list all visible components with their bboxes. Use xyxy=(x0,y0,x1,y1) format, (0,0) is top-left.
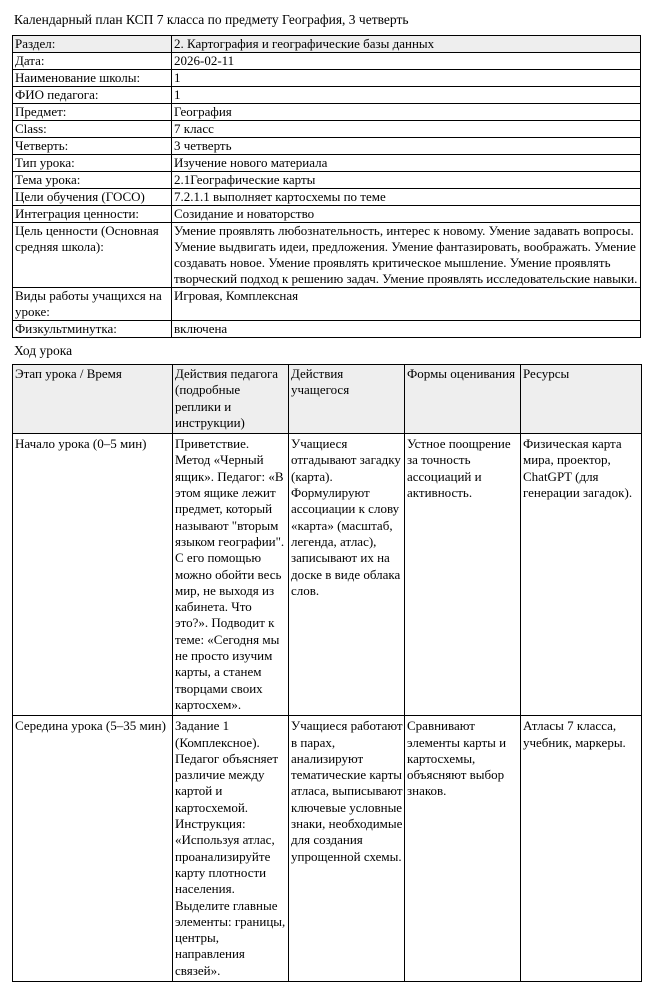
info-row xyxy=(13,189,641,206)
info-row xyxy=(13,104,641,121)
info-value: Созидание и новаторство xyxy=(172,206,641,223)
info-label: Class: xyxy=(13,121,172,138)
info-row xyxy=(13,70,641,87)
lesson-row xyxy=(13,434,642,716)
info-row xyxy=(13,321,641,338)
stage-cell: Начало урока (0–5 мин) xyxy=(13,434,173,716)
lesson-flow-table xyxy=(12,364,642,982)
info-row xyxy=(13,288,641,321)
info-label: Дата: xyxy=(13,53,172,70)
info-value: включена xyxy=(172,321,641,338)
info-row xyxy=(13,172,641,189)
info-label: Предмет: xyxy=(13,104,172,121)
info-label: Раздел: xyxy=(13,36,172,53)
lesson-info-table xyxy=(12,35,641,338)
info-row xyxy=(13,121,641,138)
lesson-progress-label: Ход урока xyxy=(14,343,73,358)
info-value: Игровая, Комплексная xyxy=(172,288,641,321)
info-value: 1 xyxy=(172,70,641,87)
student-actions-cell: Учащиеся работают в парах, анализируют тематические карты атласа, выписывают ключевые условные знаки, необходимые для создания упрощенной схемы. xyxy=(289,716,405,982)
info-label: Цель ценности (Основная средняя школа): xyxy=(13,223,172,288)
info-value: Изучение нового материала xyxy=(172,155,641,172)
info-row xyxy=(13,87,641,104)
assessment-cell: Устное поощрение за точность ассоциаций и активность. xyxy=(405,434,521,716)
document-title: Календарный план КСП 7 класса по предмету География, 3 четверть xyxy=(14,12,409,27)
header-teacher-actions: Действия педагога (подробные реплики и инструкции) xyxy=(173,365,289,434)
info-value: География xyxy=(172,104,641,121)
stage-cell: Середина урока (5–35 мин) xyxy=(13,716,173,982)
info-value: Умение проявлять любознательность, интерес к новому. Умение задавать вопросы. Умение выдвигать идеи, предложения. Умение фантазировать, воображать. Умение создавать новое. Умение проявлять критическое мышление. Умение проявлять творческий подход к решению задач. Умение проявлять исследовательские навыки. xyxy=(172,223,641,288)
resources-cell: Атласы 7 класса, учебник, маркеры. xyxy=(521,716,642,982)
assessment-cell: Сравнивают элементы карты и картосхемы, объясняют выбор знаков. xyxy=(405,716,521,982)
header-assessment: Формы оценивания xyxy=(405,365,521,434)
info-label: Тип урока: xyxy=(13,155,172,172)
info-label: Наименование школы: xyxy=(13,70,172,87)
info-value: 2026-02-11 xyxy=(172,53,641,70)
header-stage: Этап урока / Время xyxy=(13,365,173,434)
header-student-actions: Действия учащегося xyxy=(289,365,405,434)
teacher-actions-cell: Задание 1 (Комплексное). Педагог объясняет различие между картой и картосхемой. Инструкция: «Используя атлас, проанализируйте карту плотности населения. Выделите главные элементы: границы, центры, направления связей». xyxy=(173,716,289,982)
teacher-actions-cell: Приветствие. Метод «Черный ящик». Педагог: «В этом ящике лежит предмет, который называют "вторым языком географии". С его помощью можно обойти весь мир, не выходя из кабинета. Что это?». Подводит к теме: «Сегодня мы не просто изучим карты, а станем творцами своих картосхем». xyxy=(173,434,289,716)
info-label: Тема урока: xyxy=(13,172,172,189)
info-row xyxy=(13,36,641,53)
info-value: 2. Картография и географические базы данных xyxy=(172,36,641,53)
info-label: Цели обучения (ГОСО) xyxy=(13,189,172,206)
info-row xyxy=(13,223,641,288)
lesson-row xyxy=(13,716,642,982)
info-label: Физкультминутка: xyxy=(13,321,172,338)
info-label: Четверть: xyxy=(13,138,172,155)
info-value: 1 xyxy=(172,87,641,104)
info-row xyxy=(13,206,641,223)
info-label: Виды работы учащихся на уроке: xyxy=(13,288,172,321)
info-row xyxy=(13,138,641,155)
info-value: 2.1Географические карты xyxy=(172,172,641,189)
lesson-header-row xyxy=(13,365,642,434)
resources-cell: Физическая карта мира, проектор, ChatGPT (для генерации загадок). xyxy=(521,434,642,716)
info-value: 7 класс xyxy=(172,121,641,138)
info-row xyxy=(13,155,641,172)
info-value: 3 четверть xyxy=(172,138,641,155)
info-label: Интеграция ценности: xyxy=(13,206,172,223)
info-label: ФИО педагога: xyxy=(13,87,172,104)
student-actions-cell: Учащиеся отгадывают загадку (карта). Формулируют ассоциации к слову «карта» (масштаб, легенда, атлас), записывают их на доске в виде облака слов. xyxy=(289,434,405,716)
info-row xyxy=(13,53,641,70)
header-resources: Ресурсы xyxy=(521,365,642,434)
info-value: 7.2.1.1 выполняет картосхемы по теме xyxy=(172,189,641,206)
